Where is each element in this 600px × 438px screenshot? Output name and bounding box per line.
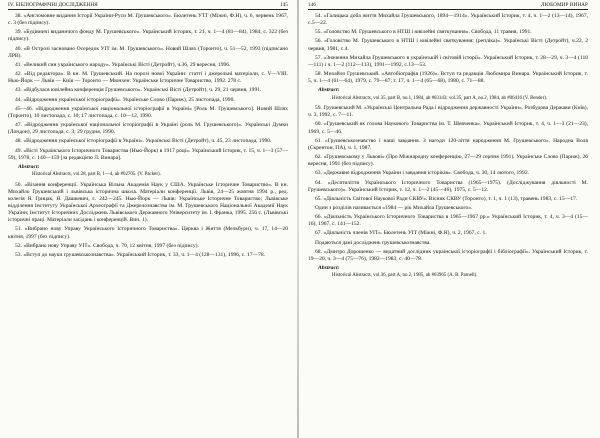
bibliography-entry: 59. Грушевський М. «Українські Центральна Рада і відродження державності України». Розбудова Держави (Київ), ч. 3, 1992, с. 7—11. <box>308 105 588 119</box>
bibliography-entry: 49. «Вісті Українського Історичного Товариства (Нью-Йорк) в 1917 році». Український Історик, т. 15, ч. 1—3 (57—59), 1978, с. 140—159 [за редакцією Л. Винара]. <box>8 147 288 161</box>
bibliography-entry: 50. «Візання конференції. Українська Вільна Академія Наук у США. Українське Історичне Товариство». В кн. Михайло Грушевський і львівська історична школа. Матеріали конференції. Львів, 24—25 жовтня 1994 р., ред. колегія Я. Грицак, Я. Дашкевич, с. 242—245. Нью-Йорк — Львів: Українське Історичне Товариство; Львівське відділення Інституту Української Археографії та Джерелознавства ім. М. Грушевського Національної Академії Наук України; Інститут Історичних Досліджень Львівського Державного Університету ім. І. Франка, 1995. 256 с. (Львівські історичні праці. Матеріали засідань і конференцій. Вип. 1). <box>8 181 288 224</box>
right-page-header <box>308 2 588 10</box>
bibliography-entry: 68. «Дмитро Дорошенко — видатний дослідник української історіографії і бібліографії». Український Історик, т. 19—20, ч. 3—4 (75—76), 1982—1983, с. 40—78. <box>308 248 588 262</box>
abstract-label: Abstract: <box>18 163 40 170</box>
bibliography-entry: 41. «Великий син українського народу». Українські Вісті (Детройт), ч.36, 29 вересня, 1996. <box>15 61 231 68</box>
right-page-number: 146 <box>308 2 317 8</box>
bibliography-entry: 58. Михайло Грушевський. «Автобіографія (1926)». Вступ та редакція Любомира Винара. Український Історик, т. 5, ч. 1—4 (61—64), 1979, с. 79—87; т. 17, ч. 1—4 (65—68), 1980, с. 71—88. <box>308 71 588 85</box>
bibliography-entry: 61. «Грушевськознавство і наші завдання. З нагоди 120-ліття народження М. Грушевського». Народна Воля (Скрентон, ПА), ч. 1, 1987. <box>308 137 588 151</box>
right-page <box>302 0 596 438</box>
bibliography-entry: 44. «Відродження української історіографії». Українське Слово (Париж), 25 листопада, 1990. <box>15 96 235 103</box>
left-page-number: 145 <box>279 2 288 8</box>
bibliography-entry: 42. «Від редактора». В кн. М. Грушевський. На порозі нової України: статті і джерельні матеріали, с. V—VIII. Нью-Йорк — Львів — Київ — Торонто — Мюнхен: Українське Історичне Товариство, 1992. 278 с. <box>8 71 288 85</box>
bibliography-entry: 64. «Десятиліття Українського Історичного Товариства (1965—1975). (Досліджування діяльності М. Грушевського)». Український Історик, т. 12, ч. 1—2 (45—46), 1975, с. 5—12. <box>308 179 588 193</box>
bibliography-entry: 62. «Грушевському у Львові» (Про Міжнародну конференцію, 27—29 серпня 1991). Українське Слово (Париж), 26 вересня, 1991 (без підпису). <box>308 154 588 168</box>
bibliography-entry: 39. «Будівничі виданичого фонду М. Грушевського». Український Історик, т. 21, ч. 1—4 (81—84), 1984, с. 322 (без підпису). <box>8 29 288 43</box>
author-name: ЛЮБОМИР ВИНАР <box>541 2 588 8</box>
bibliography-entry: 54. «Галицька доба життя Михайла Грушевського, 1894—1914». Український Історик, т. 4, ч. 1—2 (13—14), 1967, с.5—22. <box>308 13 588 27</box>
bibliography-entry: 66. «Діяльність Українського Історичного Товариства в 1965—1967 рр.» Український Історик, т. 4, ч. 3—4 (15—16), 1967, с. 141—152. <box>308 214 588 228</box>
bibliography-entry: 51. «Вибрано нову Управу Українського Історичного Товариства». Церква і Життя (Мельбурн), ч. 17, 14—20 квітня, 1997 (без підпису). <box>8 226 288 240</box>
bibliography-entry: 43. «Відбулася ювілейна конференція Грушевського». Українські Вісті (Детройт), ч. 29, 21 червня, 1991. <box>15 87 262 94</box>
abstract-label: Abstract: <box>318 87 340 94</box>
abstract-text: Historical Abstracts, vol.36, part A, no.2, 1985, ab #03965 (A. B. Parnell). <box>332 273 478 279</box>
left-page-header <box>8 2 288 10</box>
left-entries-a <box>8 13 288 162</box>
bibliography-note: Один з розділів називається «1984 — рік Михайла Грушевського». <box>315 204 473 211</box>
bibliography-entry: 67. «Діяльність членів УІТ». Бюлетень УІТ (Міжні, Ф.Н), ч. 2, 1967, с. 1. <box>315 230 487 237</box>
book-gutter <box>297 0 299 438</box>
section-title: IV. БІБЛІОГРАФІЧНІ ДОСЛІДЖЕННЯ <box>8 2 98 8</box>
bibliography-entry: 65. «Діяльність Світової Наукової Ради СКВУ». Вісник СКВУ (Торонто), т. 1, ч. 1 (13), травень 1983, с. 15—17. <box>315 195 578 202</box>
abstract-text: Historical Abstracts, vol.28, part B, 1—4, ab #02705. (V. Packer). <box>32 172 161 178</box>
bibliography-entry: 60. «Грушевський як голова Наукового Товариства ім. Т. Шевченка». Український Історик, т. 4, ч. 1—3 (21—23), 1969, с. 5—46. <box>308 121 588 135</box>
bibliography-entry: 40. «В Острозі засновано Осередок УІТ ім. М. Грушевського». Новий Шлях (Торонто), ч. 51—52, 1993 (підписано ЛРВ). <box>8 45 288 59</box>
left-entries-b <box>8 182 288 260</box>
bibliography-entry: 48. «Відродження української історіографії в Україні». Українські Вісті (Детройт), ч. 45, 23 листопада, 1990. <box>15 138 272 145</box>
bibliography-entry: 47. «Відродження української національної історіографії в Україні (роль М. Грушевського)». Українські Думки (Лондон), 29 листопада, с. 3; 29 грудня, 1990. <box>8 122 288 136</box>
bibliography-entry: 56. «Головство М. Грушевського в НТШ і ювілейні святкування: (репліка)». Українські Вісті (Детройт), ч.22, 2 червня, 1981, с.4. <box>308 38 588 52</box>
left-page <box>0 0 294 438</box>
bibliography-note: Подаються дані досліджень грушевськознавства. <box>315 239 431 246</box>
abstract-text: Historical Abstracts, vol.35, part B, no.1, 1984, ab #03143; vol.35, part A, no.2, 1984, ab #06416 (V. Bender). <box>332 95 548 101</box>
bibliography-entry: 57. «Значення Михайла Грушевського в українській і світовій історії». Український Історик, т. 28—29, ч. 3—4 (110—111) і ч. 1—2 (112—113), 1991—1992, с.13—53. <box>308 54 588 68</box>
abstract-label: Abstract: <box>318 265 340 272</box>
bibliography-entry: 38. «Англомовне видання Історії України-Руси М. Грушевського». Бюлетень УТГ (Міжні, Ф.Н), ч. 6, червень 1967, с. 3 (без підпису). <box>8 13 288 27</box>
bibliography-entry: 63. «Державне відродження України і завдання історіків». Свобода, ч. 30, 14 лютого, 1992. <box>315 170 529 177</box>
bibliography-entry: 53. «Вступ до науки грушевськознавства». Український Історик, т. 33, ч. 1—4 (128—131), 1996, с. 17—78. <box>15 251 266 258</box>
right-entries-b <box>308 105 588 263</box>
bibliography-entry: 52. «Вибрано нову Управу УІТ». Свобода, ч. 70, 12 квітня, 1997 (без підпису). <box>15 242 199 249</box>
right-entries-a <box>308 13 588 85</box>
bibliography-entry: 55. «Головство М. Грушевського в НТШ і ювілейні святкування». Свобода, 11 травня, 1991. <box>315 29 532 36</box>
bibliography-entry: 45—46. «Відродження української національної історіографії в Україні» [Роль М. Грушевського]. Новий Шлях (Торонто), 10 листопада, с. 10; 17 листопада, с. 10—12, 1990. <box>8 105 288 119</box>
